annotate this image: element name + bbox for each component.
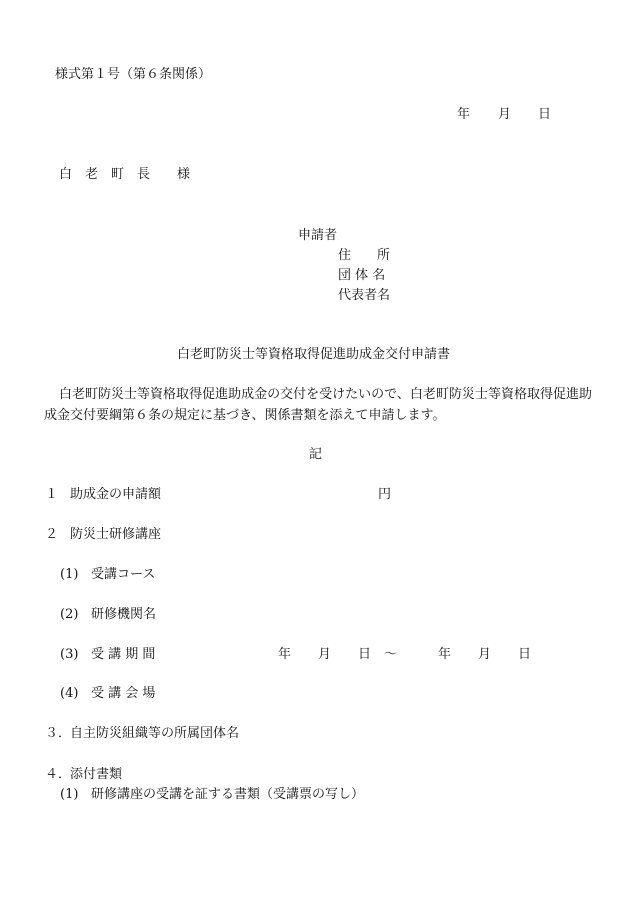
item2-number: ２ [45, 527, 59, 542]
applicant-address-label: 住 所 [338, 248, 391, 263]
item4-number: ４． [45, 767, 72, 782]
item3-label: 自主防災組織等の所属団体名 [70, 726, 240, 741]
item4-label: 添付書類 [70, 767, 123, 782]
application-body-text [44, 384, 592, 426]
item2-label: 防災士研修講座 [70, 527, 162, 542]
document-title: 白老町防災士等資格取得促進助成金交付申請書 [177, 347, 451, 362]
item2-sub3-number: (3) [60, 647, 79, 662]
date-month-label: 月 [498, 107, 512, 122]
date-year-label: 年 [457, 107, 471, 122]
date-day-label: 日 [538, 107, 552, 122]
item4-sub1-number: (1) [60, 787, 79, 802]
period-end-year: 年 [438, 647, 452, 662]
ki-heading: 記 [309, 447, 323, 462]
applicant-representative-label: 代表者名 [338, 288, 391, 303]
addressee-honorific: 様 [177, 167, 191, 182]
period-start-year: 年 [278, 647, 292, 662]
period-end-day: 日 [518, 647, 532, 662]
applicant-organization-label: 団 体 名 [338, 268, 386, 283]
item2-sub3-label: 受 講 期 間 [91, 647, 156, 662]
period-end-month: 月 [478, 647, 492, 662]
item2-sub1-number: (1) [60, 567, 79, 582]
item4-sub1-label: 研修講座の受講を証する書類（受講票の写し） [91, 787, 365, 802]
body-text: 白老町防災士等資格取得促進助成金の交付を受けたいので、白老町防災士等資格取得促進助成金交付要綱第６条の規定に基づき、関係書類を添えて申請します。 [44, 387, 592, 423]
period-separator: ～ [384, 647, 398, 662]
item1-label: 助成金の申請額 [70, 487, 162, 502]
applicant-label: 申請者 [298, 228, 338, 243]
item1-number: １ [45, 487, 59, 502]
item2-sub2-number: (2) [60, 607, 79, 622]
period-start-month: 月 [318, 647, 332, 662]
addressee-town-head: 白 老 町 長 [59, 167, 151, 182]
item1-unit: 円 [378, 487, 392, 502]
period-start-day: 日 [358, 647, 372, 662]
item2-sub1-label: 受講コース [91, 567, 156, 582]
item2-sub2-label: 研修機関名 [91, 607, 157, 622]
item2-sub4-number: (4) [60, 686, 79, 701]
item3-number: ３． [45, 726, 72, 741]
form-number: 様式第１号（第６条関係） [55, 67, 212, 82]
item2-sub4-label: 受 講 会 場 [91, 686, 156, 701]
